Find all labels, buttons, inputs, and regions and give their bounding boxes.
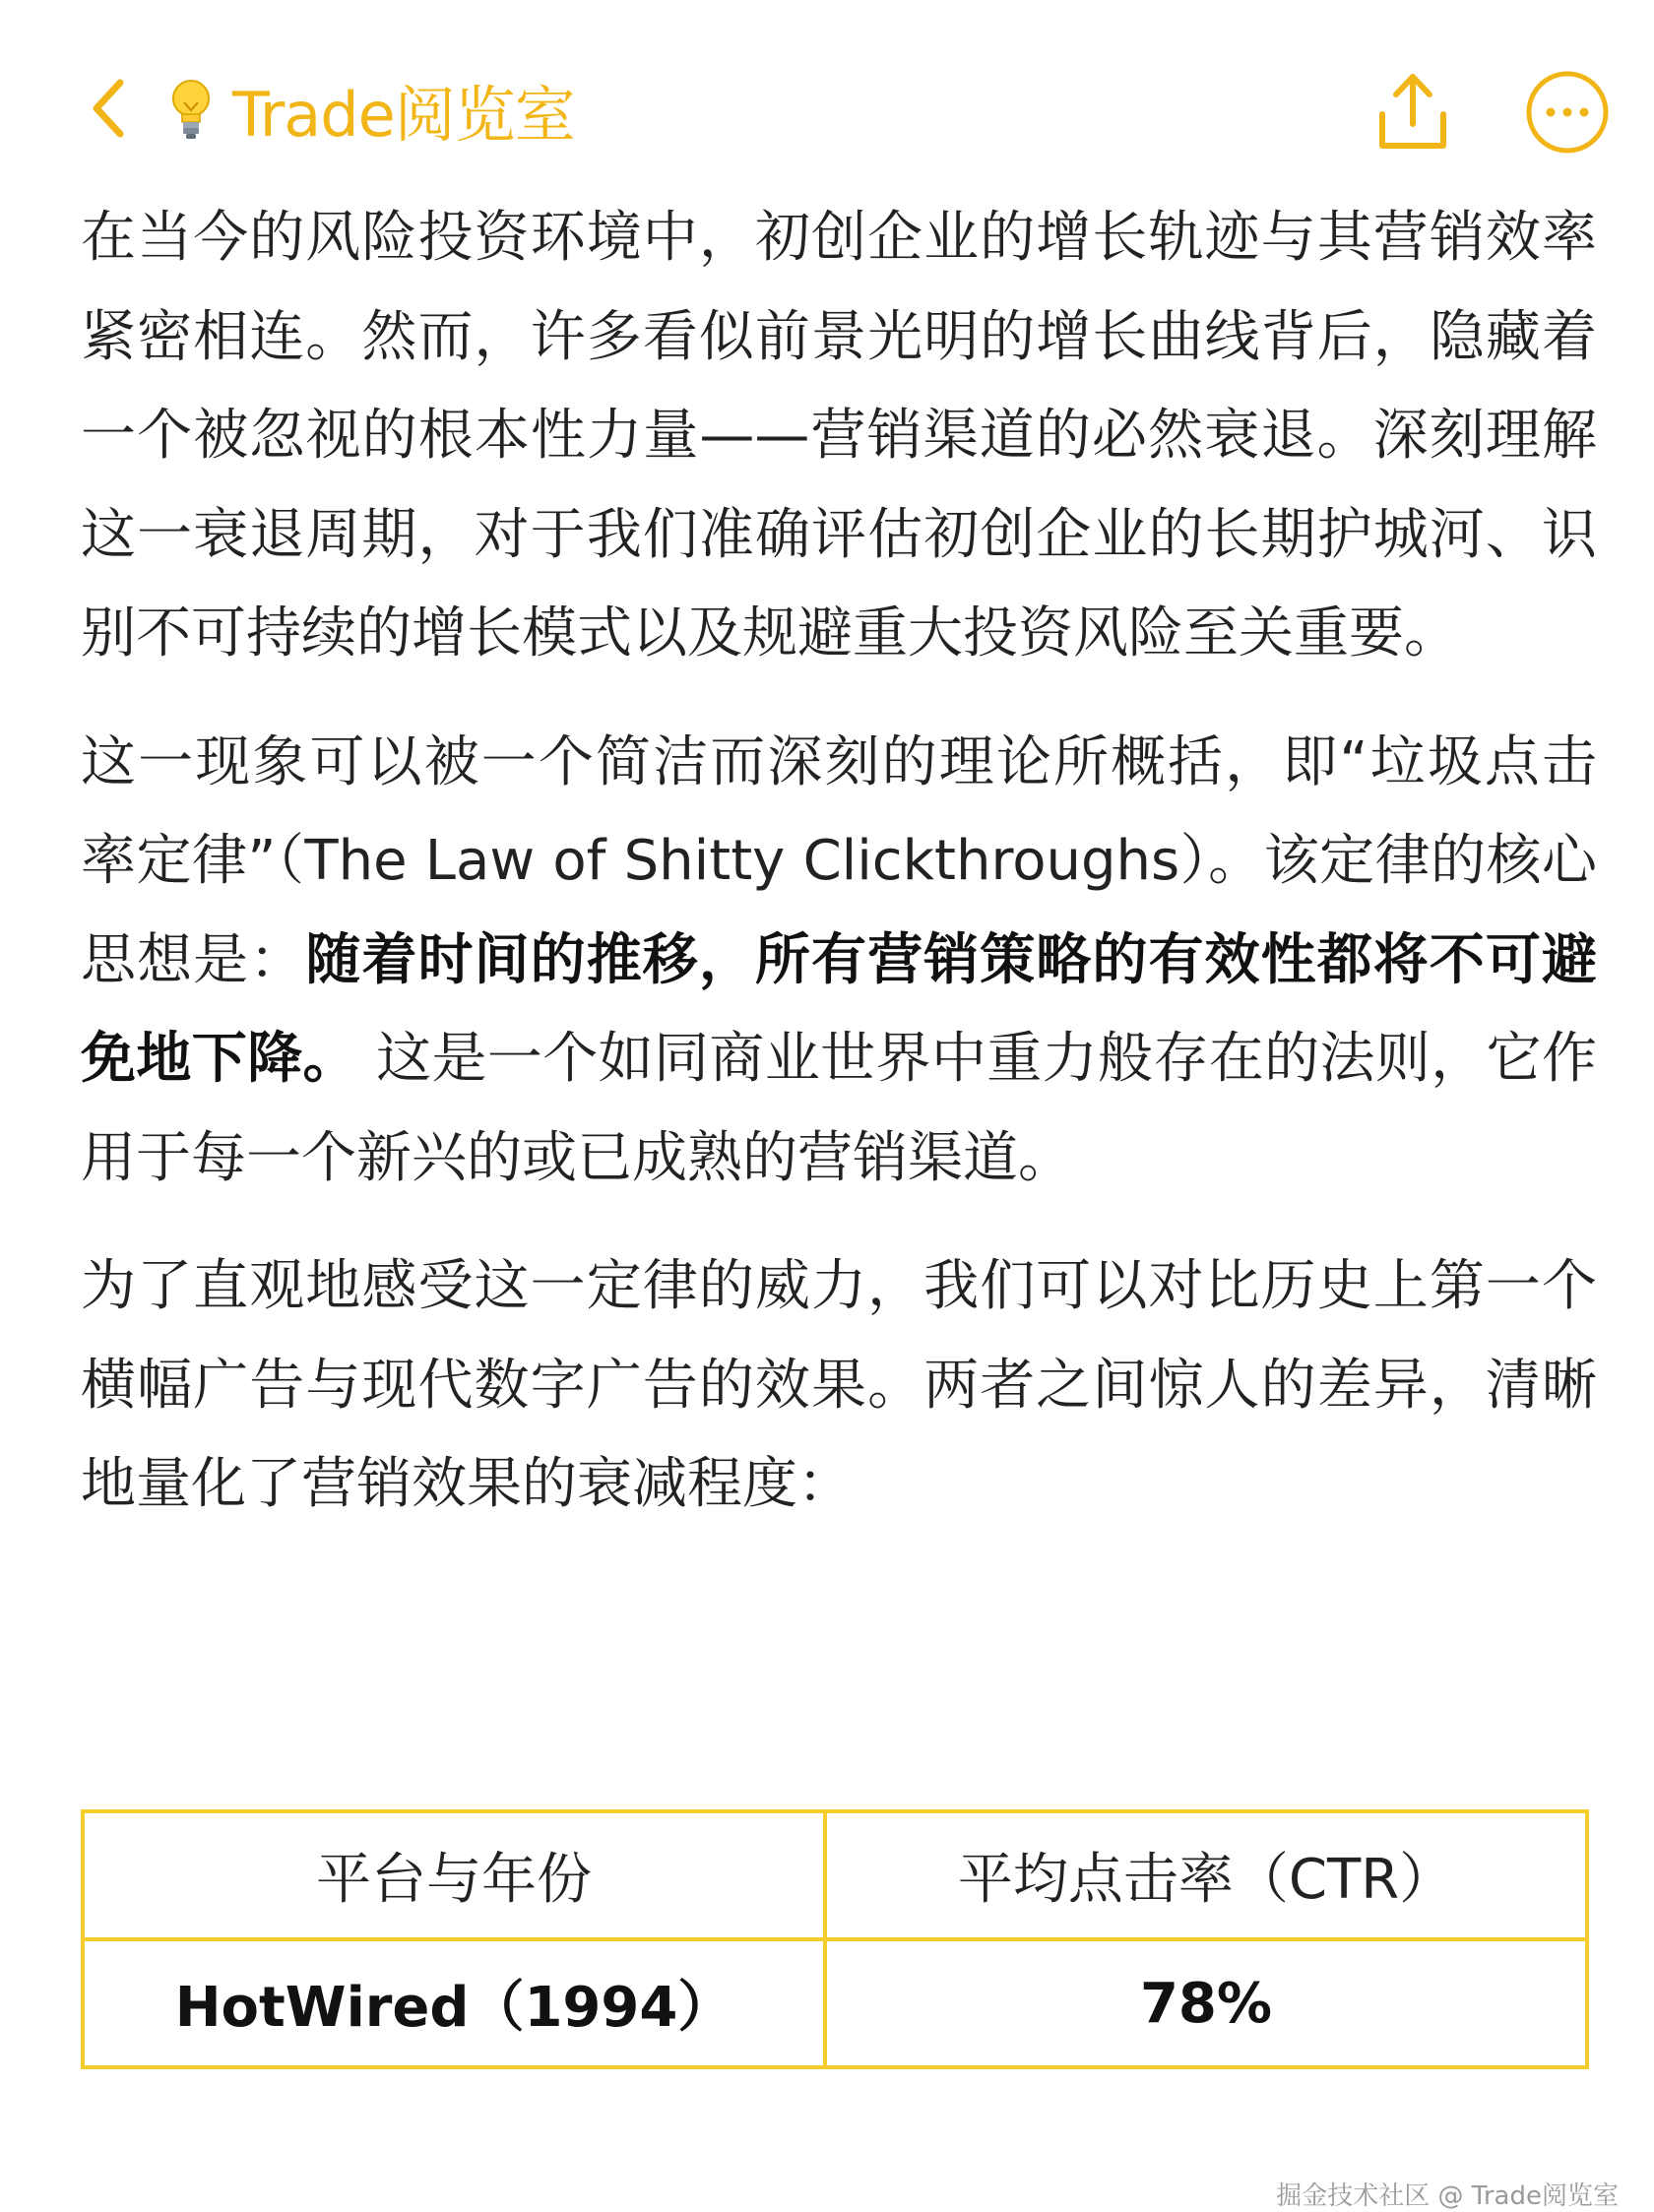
table-cell-platform: HotWired（1994）: [83, 1939, 825, 2067]
paragraph-1-text: 在当今的风险投资环境中，初创企业的增长轨迹与其营销效率紧密相连。然而，许多看似前景光明的增长曲线背后，隐藏着一个被忽视的根本性力量——营销渠道的必然衰退。深刻理解这一衰退周期，对于我们准确评估初创企业的长期护城河、识别不可持续的增长模式以及规避重大投资风险至关重要。: [81, 206, 1597, 665]
article-body: [81, 189, 1597, 1564]
paragraph-3: [81, 1237, 1597, 1535]
table-cell-ctr: 78%: [825, 1939, 1587, 2067]
chevron-left-icon: [89, 77, 128, 140]
ctr-comparison-table: [81, 1809, 1589, 2069]
paragraph-2: [81, 714, 1597, 1209]
title-area: [167, 65, 575, 154]
share-button[interactable]: [1368, 67, 1457, 156]
table-header-ctr: 平均点击率（CTR）: [825, 1811, 1587, 1939]
paragraph-2-text-b: 这是一个如同商业世界中重力般存在的法则，它作用于每一个新兴的或已成熟的营销渠道。: [81, 1027, 1597, 1190]
lightbulb-icon: [167, 77, 215, 142]
table-header-row: [83, 1811, 1587, 1939]
back-button[interactable]: [79, 71, 138, 146]
paragraph-2-text-a: 这一现象可以被一个简洁而深刻的理论所概括，即“垃圾点击率定律”（The Law of Shitty Clickthroughs）。该定律的核心思想是：: [81, 729, 1597, 992]
more-icon: [1524, 69, 1611, 156]
paragraph-2-emphasis: 随着时间的推移，所有营销策略的有效性都将不可避免地下降。: [81, 927, 1598, 1091]
paragraph-3-text: 为了直观地感受这一定律的威力，我们可以对比历史上第一个横幅广告与现代数字广告的效果。两者之间惊人的差异，清晰地量化了营销效果的衰减程度：: [81, 1254, 1597, 1516]
top-bar: [0, 0, 1654, 207]
more-button[interactable]: [1524, 69, 1611, 156]
table-row: [83, 1939, 1587, 2067]
paragraph-1: [81, 189, 1597, 684]
page-title: Trade阅览室: [232, 78, 575, 151]
watermark: 掘金技术社区 @ Trade阅览室: [1276, 2181, 1619, 2211]
share-icon: [1368, 67, 1457, 156]
table-header-platform: 平台与年份: [83, 1811, 825, 1939]
